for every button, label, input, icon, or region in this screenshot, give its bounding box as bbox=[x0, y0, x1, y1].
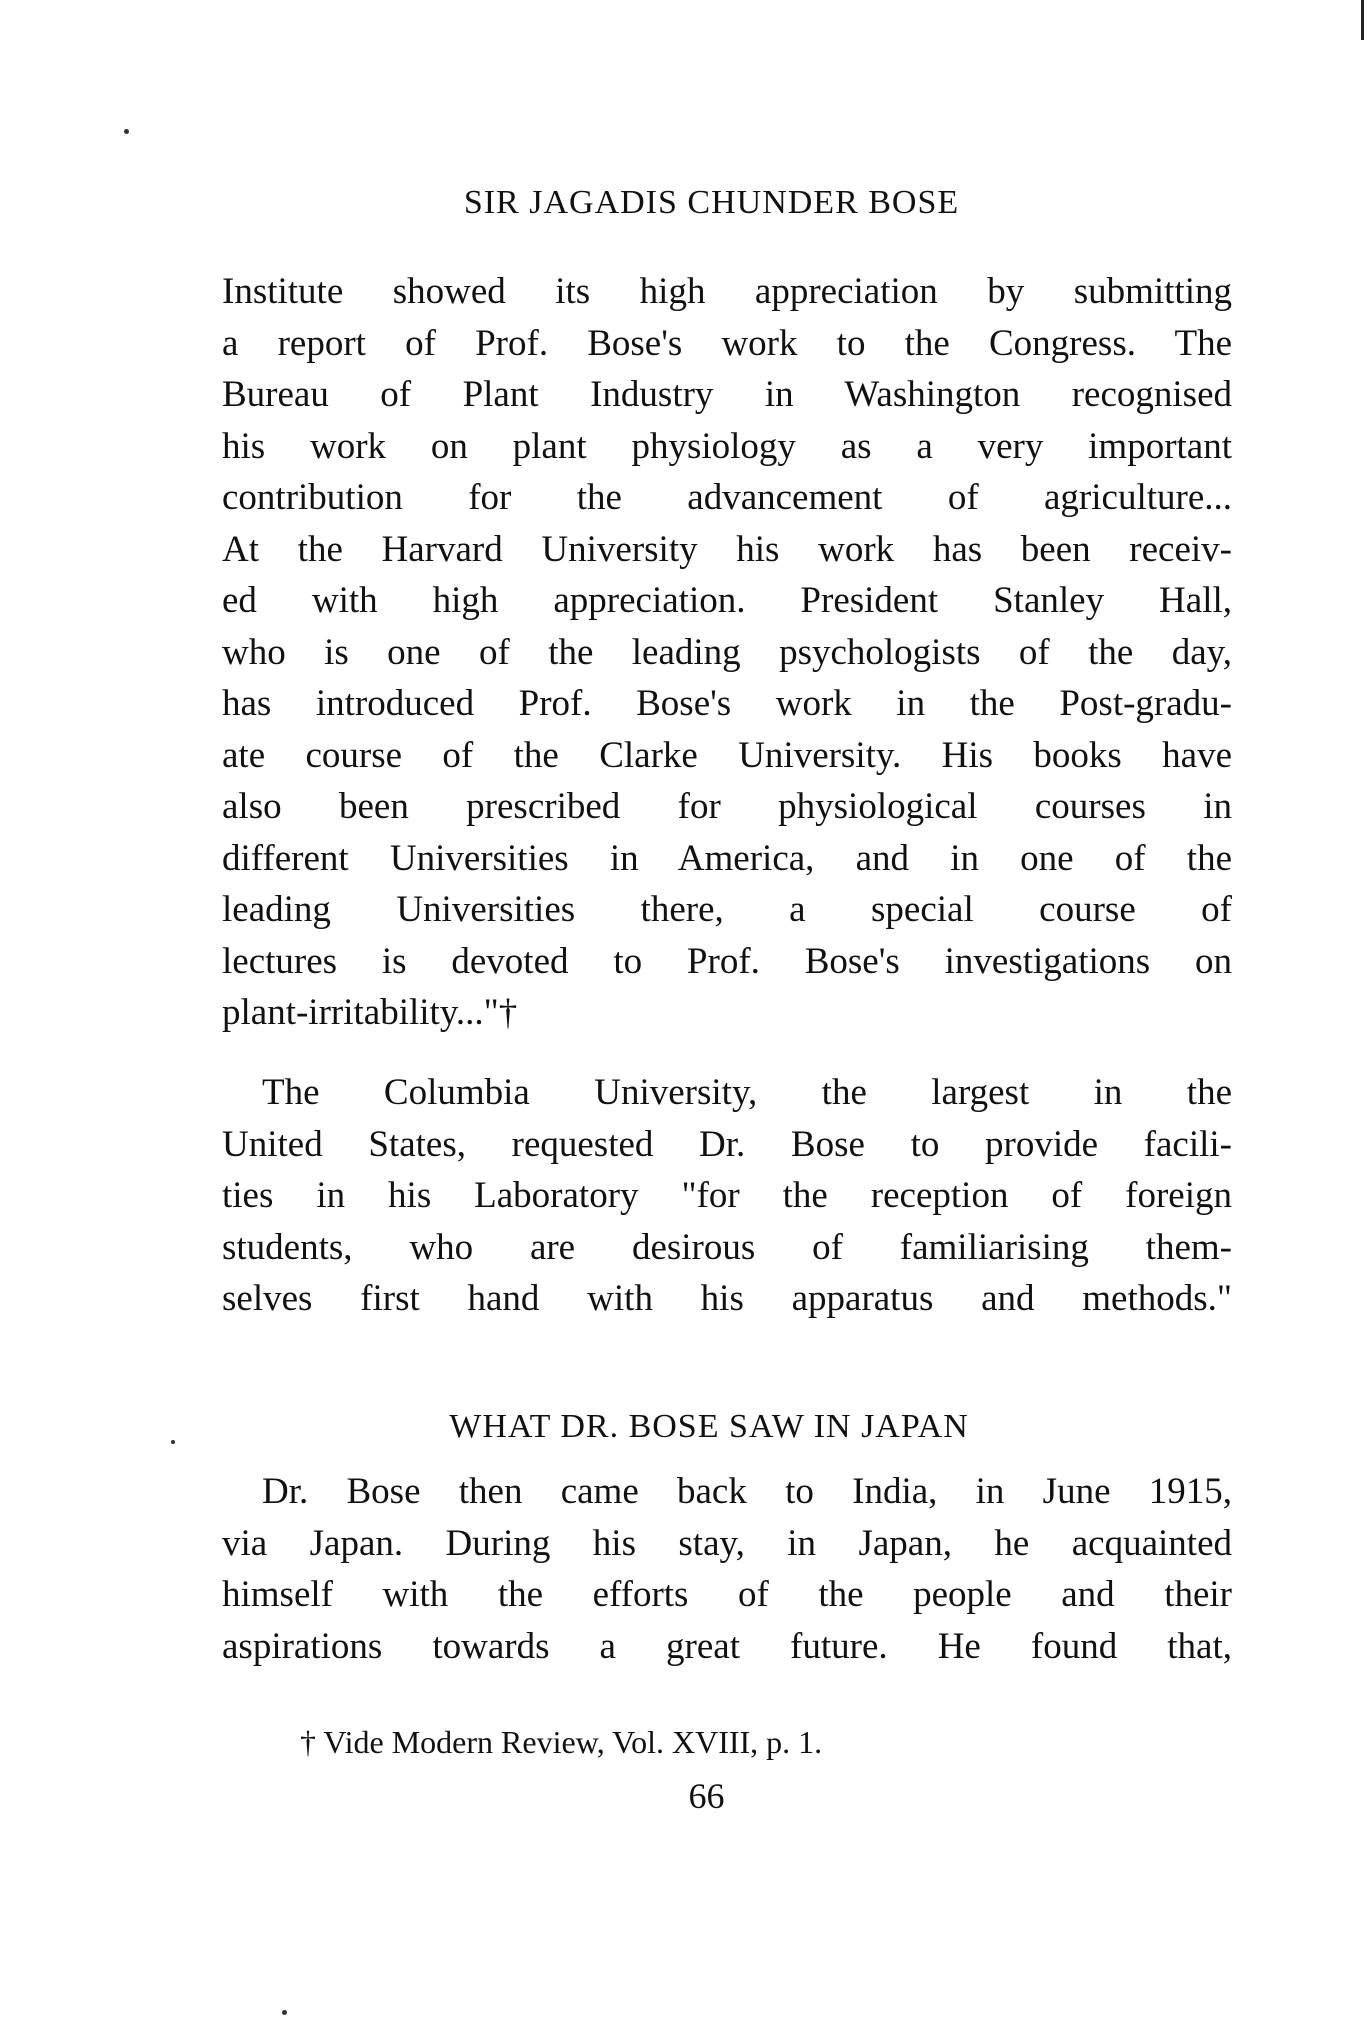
text-line: contribution for the advancement of agriculture... bbox=[222, 477, 1232, 518]
text-line: The Columbia University, the largest in the bbox=[262, 1072, 1232, 1113]
speck bbox=[124, 129, 129, 134]
paragraph-1 bbox=[222, 266, 1232, 1039]
text-line: United States, requested Dr. Bose to provide facili- bbox=[222, 1123, 1232, 1165]
text-line: At the Harvard University his work has been receiv- bbox=[222, 528, 1232, 570]
text-line: ate course of the Clarke University. His books have bbox=[222, 734, 1232, 776]
text-line: lectures is devoted to Prof. Bose's investigations on bbox=[222, 940, 1232, 982]
text-line: Institute showed its high appreciation by submitting bbox=[222, 271, 1232, 312]
text-line: selves first hand with his apparatus and methods." bbox=[222, 1278, 1232, 1319]
page-number: 66 bbox=[688, 1776, 725, 1816]
page-edge-mark bbox=[1361, 0, 1364, 40]
running-head: SIR JAGADIS CHUNDER BOSE bbox=[463, 184, 960, 221]
speck bbox=[282, 2010, 287, 2015]
text-line: who is one of the leading psychologists of the day, bbox=[222, 631, 1232, 673]
text-line: aspirations towards a great future. He found that, bbox=[222, 1625, 1232, 1667]
text-line: himself with the efforts of the people and their bbox=[222, 1574, 1232, 1615]
text-line: his work on plant physiology as a very important bbox=[222, 425, 1232, 467]
paragraph-3 bbox=[222, 1466, 1232, 1672]
text-line: also been prescribed for physiological courses in bbox=[222, 786, 1232, 827]
section-heading: WHAT DR. BOSE SAW IN JAPAN bbox=[449, 1408, 969, 1445]
paragraph-2 bbox=[222, 1067, 1232, 1325]
text-line: students, who are desirous of familiarising them- bbox=[222, 1226, 1232, 1268]
text-line: Bureau of Plant Industry in Washington recognised bbox=[222, 374, 1232, 415]
text-line: has introduced Prof. Bose's work in the Post-gradu- bbox=[222, 683, 1232, 724]
text-line: ed with high appreciation. President Stanley Hall, bbox=[222, 580, 1232, 621]
text-line: via Japan. During his stay, in Japan, he acquainted bbox=[222, 1522, 1232, 1564]
text-line: ties in his Laboratory "for the reception of foreign bbox=[222, 1175, 1232, 1216]
text-line: a report of Prof. Bose's work to the Congress. The bbox=[222, 322, 1232, 364]
text-line: Dr. Bose then came back to India, in June 1915, bbox=[262, 1471, 1232, 1512]
text-line: different Universities in America, and in one of the bbox=[222, 837, 1232, 879]
text-line: plant-irritability..."† bbox=[222, 992, 518, 1033]
text-line: leading Universities there, a special course of bbox=[222, 889, 1232, 930]
footnote: † Vide Modern Review, Vol. XVIII, p. 1. bbox=[300, 1724, 823, 1760]
